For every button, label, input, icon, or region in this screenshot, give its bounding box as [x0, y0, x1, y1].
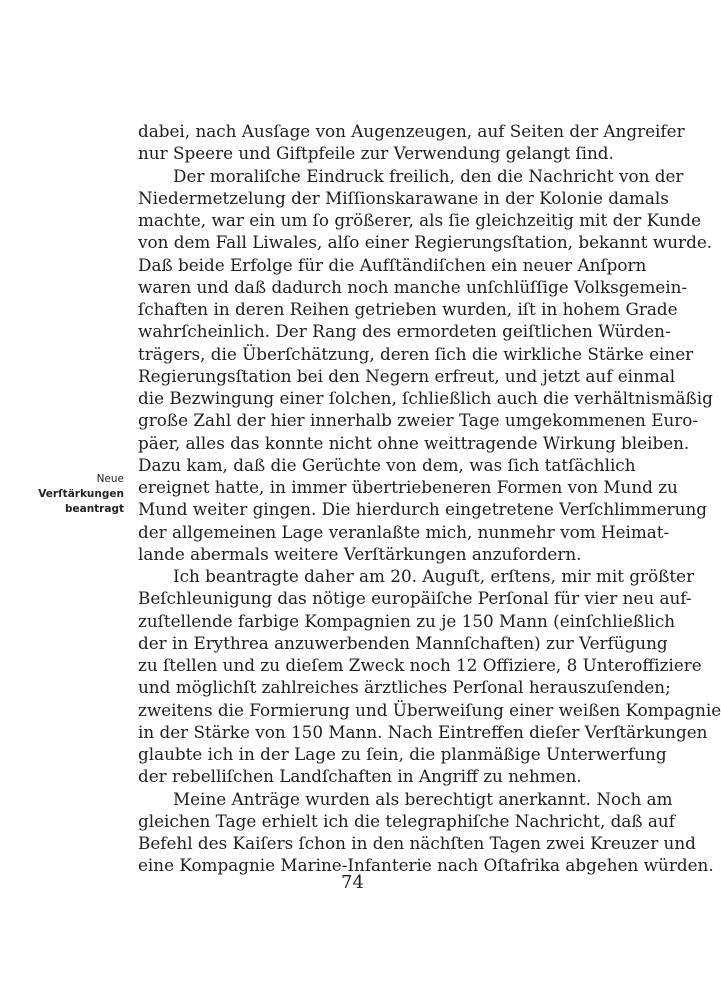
margin-note-line: Neue — [96, 473, 124, 485]
text-line: Niedermetzelung der Miſſionskarawane in der Kolonie damals — [138, 187, 669, 208]
text-line: zuſtellende farbige Kompagnien zu je 150 Mann (einſchließlich — [138, 610, 676, 631]
text-line: die Bezwingung einer ſolchen, ſchließlich auch die verhältnismäßig — [138, 388, 713, 408]
page-number: 74 — [341, 872, 364, 893]
text-line: ſchaften in deren Reihen getrieben wurden, iſt in hohem Grade — [138, 299, 678, 319]
text-line: zu ſtellen und zu dieſem Zweck noch 12 Offiziere, 8 Unteroffiziere — [138, 655, 702, 675]
text-line: Mund weiter gingen. Die hierdurch eingetretene Verſchlimmerung — [138, 499, 708, 520]
text-line: trägers, die Überſchätzung, deren ſich die wirkliche Stärke einer — [138, 343, 694, 364]
text-line: wahrſcheinlich. Der Rang des ermordeten geiſtlichen Würden- — [138, 321, 671, 342]
text-line: der allgemeinen Lage veranlaßte mich, nunmehr vom Heimat- — [138, 521, 670, 542]
paragraph-start-line: Ich beantragte daher am 20. Auguſt, erſtens, mir mit größter — [173, 566, 695, 586]
text-line: ereignet hatte, in immer übertriebeneren Formen von Mund zu — [138, 477, 678, 497]
text-line: waren und daß dadurch noch manche unſchlüſſige Volksgemein- — [138, 276, 688, 297]
text-line: Regierungsſtation bei den Negern erfreut, und jetzt auf einmal — [138, 365, 676, 386]
margin-note — [38, 472, 124, 517]
text-line: der in Erythrea anzuwerbenden Mannſchaften) zur Verfügung — [138, 632, 668, 653]
text-line: päer, alles das konnte nicht ohne weittragende Wirkung bleiben. — [138, 432, 690, 453]
margin-note-line: beantragt — [64, 503, 124, 515]
text-line: von dem Fall Liwales, alſo einer Regierungsſtation, bekannt wurde. — [138, 232, 713, 253]
text-line: glaubte ich in der Lage zu ſein, die planmäßige Unterwerfung — [138, 744, 667, 764]
text-line: der rebelliſchen Landſchaften in Angriff zu nehmen. — [138, 766, 582, 787]
margin-note-line: Verſtärkungen — [38, 488, 124, 500]
text-line: in der Stärke von 150 Mann. Nach Eintreffen dieſer Verſtärkungen — [138, 721, 708, 742]
text-line: zweitens die Formierung und Überweiſung einer weißen Kompagnie — [138, 699, 721, 720]
text-line: nur Speere und Giftpfeile zur Verwendung gelangt ſind. — [138, 143, 614, 164]
paragraph-start-line: Meine Anträge wurden als berechtigt anerkannt. Noch am — [173, 788, 673, 809]
text-line: dabei, nach Ausſage von Augenzeugen, auf Seiten der Angreifer — [138, 121, 685, 141]
text-line: Befehl des Kaiſers ſchon in den nächſten Tagen zwei Kreuzer und — [138, 833, 696, 853]
text-line: und möglichſt zahlreiches ärztliches Perſonal herauszuſenden; — [138, 677, 671, 698]
text-line: Daß beide Erfolge für die Aufſtändiſchen ein neuer Anſporn — [138, 254, 647, 275]
paragraph-start-line: Der moraliſche Eindruck freilich, den die Nachricht von der — [173, 165, 684, 186]
body-text — [138, 120, 721, 877]
text-line: eine Kompagnie Marine-Infanterie nach Oſtafrika abgehen würden. — [138, 855, 714, 876]
text-line: lande abermals weitere Verſtärkungen anzufordern. — [138, 543, 582, 564]
text-line: große Zahl der hier innerhalb zweier Tage umgekommenen Euro- — [138, 410, 699, 431]
text-line: gleichen Tage erhielt ich die telegraphiſche Nachricht, daß auf — [138, 810, 675, 831]
text-line: Dazu kam, daß die Gerüchte von dem, was ſich tatſächlich — [138, 454, 636, 475]
text-line: Beſchleunigung das nötige europäiſche Perſonal für vier neu auf- — [138, 588, 692, 609]
text-line: machte, war ein um ſo größerer, als ſie gleichzeitig mit der Kunde — [138, 210, 702, 230]
